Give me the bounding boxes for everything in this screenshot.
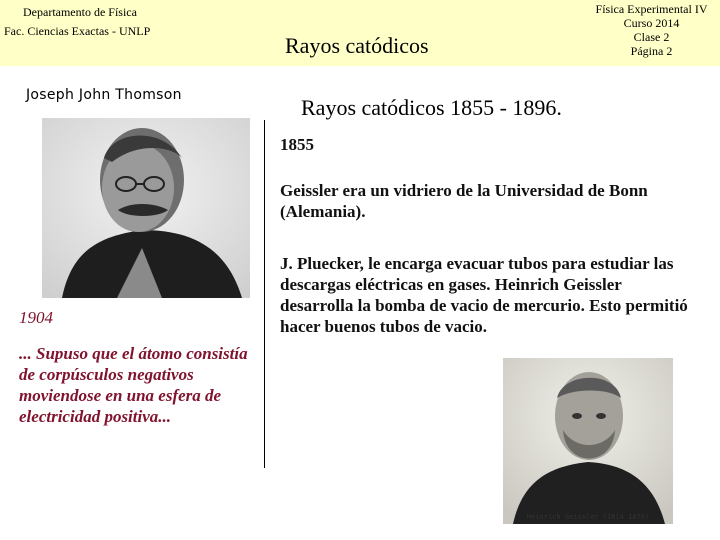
geissler-photo-caption: Heinrich Geissler (1814 1879) <box>526 513 650 521</box>
course-info <box>583 2 720 58</box>
course-year: Curso 2014 <box>623 16 680 30</box>
paragraph-geissler: Geissler era un vidriero de la Universidad de Bonn (Alemania). <box>280 181 648 221</box>
class-number: Clase 2 <box>633 30 670 44</box>
thomson-quote: ... Supuso que el átomo consistía de corpúsculos negativos moviendose en una esfera de electricidad positiva... <box>19 344 248 426</box>
column-divider <box>264 120 265 468</box>
paragraph-pluecker: J. Pluecker, le encarga evacuar tubos para estudiar las descargas eléctricas en gases. Heinrich Geissler desarrolla la bomba de vacio de mercurio. Esto permitió hacer buenos tubos de vacio. <box>280 254 688 336</box>
page-number: Página 2 <box>630 44 673 58</box>
thomson-portrait-image <box>42 118 250 298</box>
geissler-portrait-image <box>503 358 673 524</box>
header-left-panel <box>0 0 155 66</box>
slide-title: Rayos catódicos <box>285 33 429 58</box>
year-label: 1904 <box>19 308 53 327</box>
paragraph-year: 1855 <box>280 135 314 154</box>
department-label: Departamento de Física <box>23 5 137 19</box>
section-title: Rayos catódicos 1855 - 1896. <box>301 95 562 120</box>
course-name: Física Experimental IV <box>595 2 708 16</box>
portrait-name: Joseph John Thomson <box>26 87 182 103</box>
header-title-panel <box>155 0 583 66</box>
header-right-panel <box>583 0 720 66</box>
faculty-label: Fac. Ciencias Exactas - UNLP <box>4 24 151 38</box>
